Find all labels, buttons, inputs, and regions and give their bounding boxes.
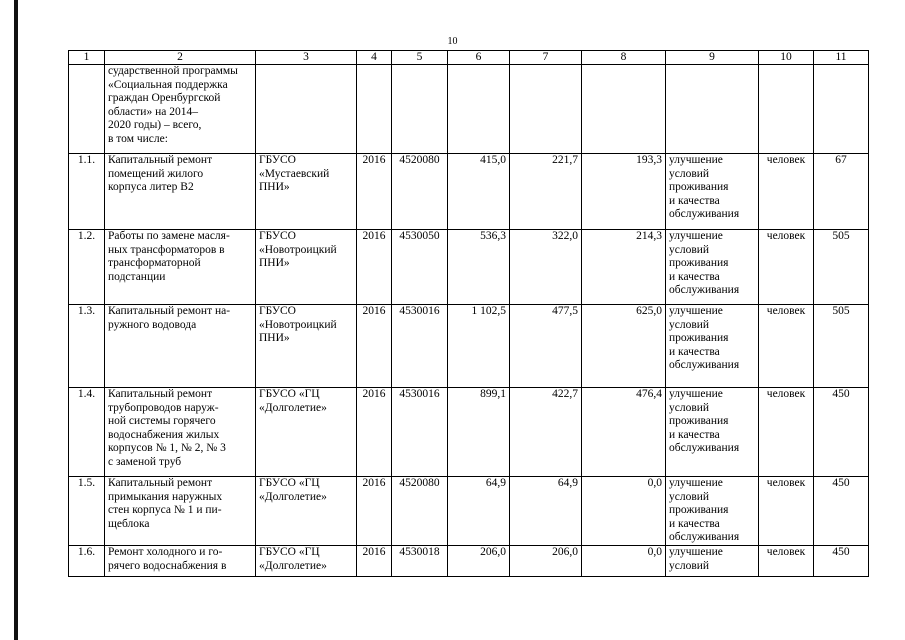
work-name-line: «Социальная поддержка [108, 78, 228, 91]
work-name-line: в том числе: [108, 132, 168, 145]
expected-result-line: условий [669, 401, 710, 414]
budget-code: 4520080 [392, 477, 448, 546]
work-name [105, 546, 256, 577]
expected-result [666, 65, 759, 154]
organization-line: ГБУСО [259, 230, 296, 242]
header-cell: 11 [814, 51, 869, 65]
amount-col7: 477,5 [510, 305, 582, 388]
year: 2016 [357, 305, 392, 388]
work-name-line: 2020 годы) – всего, [108, 119, 202, 131]
expected-result [666, 305, 759, 388]
amount-total: 415,0 [448, 154, 510, 230]
work-name-line: щеблока [108, 517, 150, 530]
organization [256, 65, 357, 154]
expected-result [666, 388, 759, 477]
organization-line: ПНИ» [259, 181, 290, 193]
organization-line: «Долголетие» [259, 490, 327, 503]
amount-col8 [582, 65, 666, 154]
work-name [105, 305, 256, 388]
amount-col8: 193,3 [582, 154, 666, 230]
expected-result-line: проживания [669, 415, 729, 427]
organization [256, 154, 357, 230]
expected-result-line: обслуживания [669, 531, 740, 543]
amount-col7: 322,0 [510, 230, 582, 305]
expected-result-line: улучшение [669, 388, 723, 400]
quantity: 450 [814, 388, 869, 477]
table-row [69, 546, 869, 577]
year: 2016 [357, 388, 392, 477]
work-name-line: Капитальный ремонт [108, 154, 213, 166]
amount-col7: 422,7 [510, 388, 582, 477]
amount-total: 64,9 [448, 477, 510, 546]
expected-result [666, 230, 759, 305]
expected-result-line: условий [669, 243, 710, 256]
year: 2016 [357, 230, 392, 305]
year: 2016 [357, 546, 392, 577]
expected-result-line: и качества [669, 270, 720, 283]
work-name-line: Работы по замене масля- [108, 230, 230, 242]
amount-col8: 0,0 [582, 477, 666, 546]
work-name-line: Капитальный ремонт на- [108, 305, 231, 317]
unit: человек [759, 546, 814, 577]
work-name-line: корпуса литер В2 [108, 181, 194, 193]
header-cell: 5 [392, 51, 448, 65]
expected-result [666, 154, 759, 230]
work-name-line: стен корпуса № 1 и пи- [108, 504, 222, 516]
work-name-line: ных трансформаторов в [108, 243, 225, 256]
work-name-line: сударственной программы [108, 65, 238, 77]
quantity [814, 65, 869, 154]
budget-code: 4530016 [392, 388, 448, 477]
amount-col7 [510, 65, 582, 154]
work-name-line: Капитальный ремонт [108, 388, 213, 400]
expected-result-line: улучшение [669, 477, 723, 489]
work-name [105, 65, 256, 154]
expected-result-line: обслуживания [669, 359, 740, 371]
budget-code: 4530016 [392, 305, 448, 388]
amount-total: 1 102,5 [448, 305, 510, 388]
year: 2016 [357, 154, 392, 230]
quantity: 505 [814, 230, 869, 305]
organization-line: «Долголетие» [259, 559, 327, 572]
quantity: 450 [814, 546, 869, 577]
table-row [69, 154, 869, 230]
header-cell: 4 [357, 51, 392, 65]
work-name-line: области» на 2014– [108, 105, 198, 118]
expected-result-line: и качества [669, 345, 720, 358]
work-name-line: примыкания наружных [108, 490, 223, 503]
table-row [69, 477, 869, 546]
expected-result-line: обслуживания [669, 284, 740, 296]
table-row [69, 388, 869, 477]
header-cell: 10 [759, 51, 814, 65]
header-cell: 3 [256, 51, 357, 65]
budget-code: 4530018 [392, 546, 448, 577]
unit: человек [759, 477, 814, 546]
expected-result-line: обслуживания [669, 208, 740, 220]
work-name [105, 154, 256, 230]
expected-result-line: улучшение [669, 305, 723, 317]
quantity: 505 [814, 305, 869, 388]
expected-result-line: условий [669, 167, 710, 180]
expected-result-line: и качества [669, 428, 720, 441]
organization-line: «Долголетие» [259, 401, 327, 414]
organization [256, 305, 357, 388]
row-number: 1.6. [69, 546, 105, 577]
column-number-header-row [69, 51, 869, 65]
row-number: 1.4. [69, 388, 105, 477]
expected-result [666, 477, 759, 546]
header-cell: 7 [510, 51, 582, 65]
expected-result-line: проживания [669, 257, 729, 269]
expected-result-line: проживания [669, 332, 729, 344]
amount-total: 206,0 [448, 546, 510, 577]
organization [256, 230, 357, 305]
work-name-line: ружного водовода [108, 318, 197, 331]
organization-line: ПНИ» [259, 332, 290, 344]
header-cell: 6 [448, 51, 510, 65]
budget-code: 4520080 [392, 154, 448, 230]
organization-line: ГБУСО [259, 154, 296, 166]
work-name-line: трубопроводов наруж- [108, 401, 219, 414]
unit: человек [759, 388, 814, 477]
amount-total: 536,3 [448, 230, 510, 305]
row-number: 1.5. [69, 477, 105, 546]
amount-total [448, 65, 510, 154]
organization [256, 477, 357, 546]
organization-line: «Новотроицкий [259, 243, 337, 256]
expected-result-line: условий [669, 559, 710, 572]
row-number: 1.1. [69, 154, 105, 230]
page-number: 10 [447, 36, 458, 47]
expected-result-line: улучшение [669, 230, 723, 242]
header-cell: 1 [69, 51, 105, 65]
organization-line: ГБУСО «ГЦ [259, 477, 320, 489]
amount-col8: 625,0 [582, 305, 666, 388]
organization-line: «Новотроицкий [259, 318, 337, 331]
header-cell: 9 [666, 51, 759, 65]
work-name [105, 230, 256, 305]
amount-col8: 0,0 [582, 546, 666, 577]
table-row [69, 305, 869, 388]
amount-col8: 214,3 [582, 230, 666, 305]
amount-total: 899,1 [448, 388, 510, 477]
table-row [69, 65, 869, 154]
row-number [69, 65, 105, 154]
expected-result-line: улучшение [669, 154, 723, 166]
amount-col7: 206,0 [510, 546, 582, 577]
expected-result-line: обслуживания [669, 442, 740, 454]
work-name-line: Капитальный ремонт [108, 477, 213, 489]
row-number: 1.2. [69, 230, 105, 305]
work-name-line: с заменой труб [108, 455, 182, 468]
work-name-line: рячего водоснабжения в [108, 559, 227, 572]
work-name-line: корпусов № 1, № 2, № 3 [108, 442, 226, 454]
quantity: 450 [814, 477, 869, 546]
expected-result-line: условий [669, 318, 710, 331]
header-cell: 8 [582, 51, 666, 65]
table-row [69, 230, 869, 305]
expected-result [666, 546, 759, 577]
organization-line: ГБУСО «ГЦ [259, 546, 320, 558]
header-cell: 2 [105, 51, 256, 65]
unit: человек [759, 154, 814, 230]
budget-code: 4530050 [392, 230, 448, 305]
year: 2016 [357, 477, 392, 546]
organization-line: «Мустаевский [259, 167, 330, 180]
work-name-line: граждан Оренбургской [108, 92, 221, 104]
amount-col7: 64,9 [510, 477, 582, 546]
work-name [105, 477, 256, 546]
work-name-line: водоснабжения жилых [108, 428, 220, 441]
row-number: 1.3. [69, 305, 105, 388]
organization-line: ПНИ» [259, 257, 290, 269]
expected-result-line: и качества [669, 194, 720, 207]
organization-line: ГБУСО «ГЦ [259, 388, 320, 400]
work-name-line: ной системы горячего [108, 415, 216, 427]
organization [256, 388, 357, 477]
year [357, 65, 392, 154]
budget-code [392, 65, 448, 154]
expected-result-line: проживания [669, 181, 729, 193]
unit: человек [759, 230, 814, 305]
expected-result-line: улучшение [669, 546, 723, 558]
organization [256, 546, 357, 577]
quantity: 67 [814, 154, 869, 230]
amount-col8: 476,4 [582, 388, 666, 477]
amount-col7: 221,7 [510, 154, 582, 230]
unit: человек [759, 305, 814, 388]
expected-result-line: условий [669, 490, 710, 503]
program-table [68, 50, 869, 577]
unit [759, 65, 814, 154]
work-name-line: Ремонт холодного и го- [108, 546, 223, 558]
organization-line: ГБУСО [259, 305, 296, 317]
work-name-line: трансформаторной [108, 257, 201, 269]
expected-result-line: и качества [669, 517, 720, 530]
work-name [105, 388, 256, 477]
scan-edge-bar [14, 0, 18, 640]
expected-result-line: проживания [669, 504, 729, 516]
work-name-line: подстанции [108, 270, 166, 283]
work-name-line: помещений жилого [108, 167, 204, 180]
